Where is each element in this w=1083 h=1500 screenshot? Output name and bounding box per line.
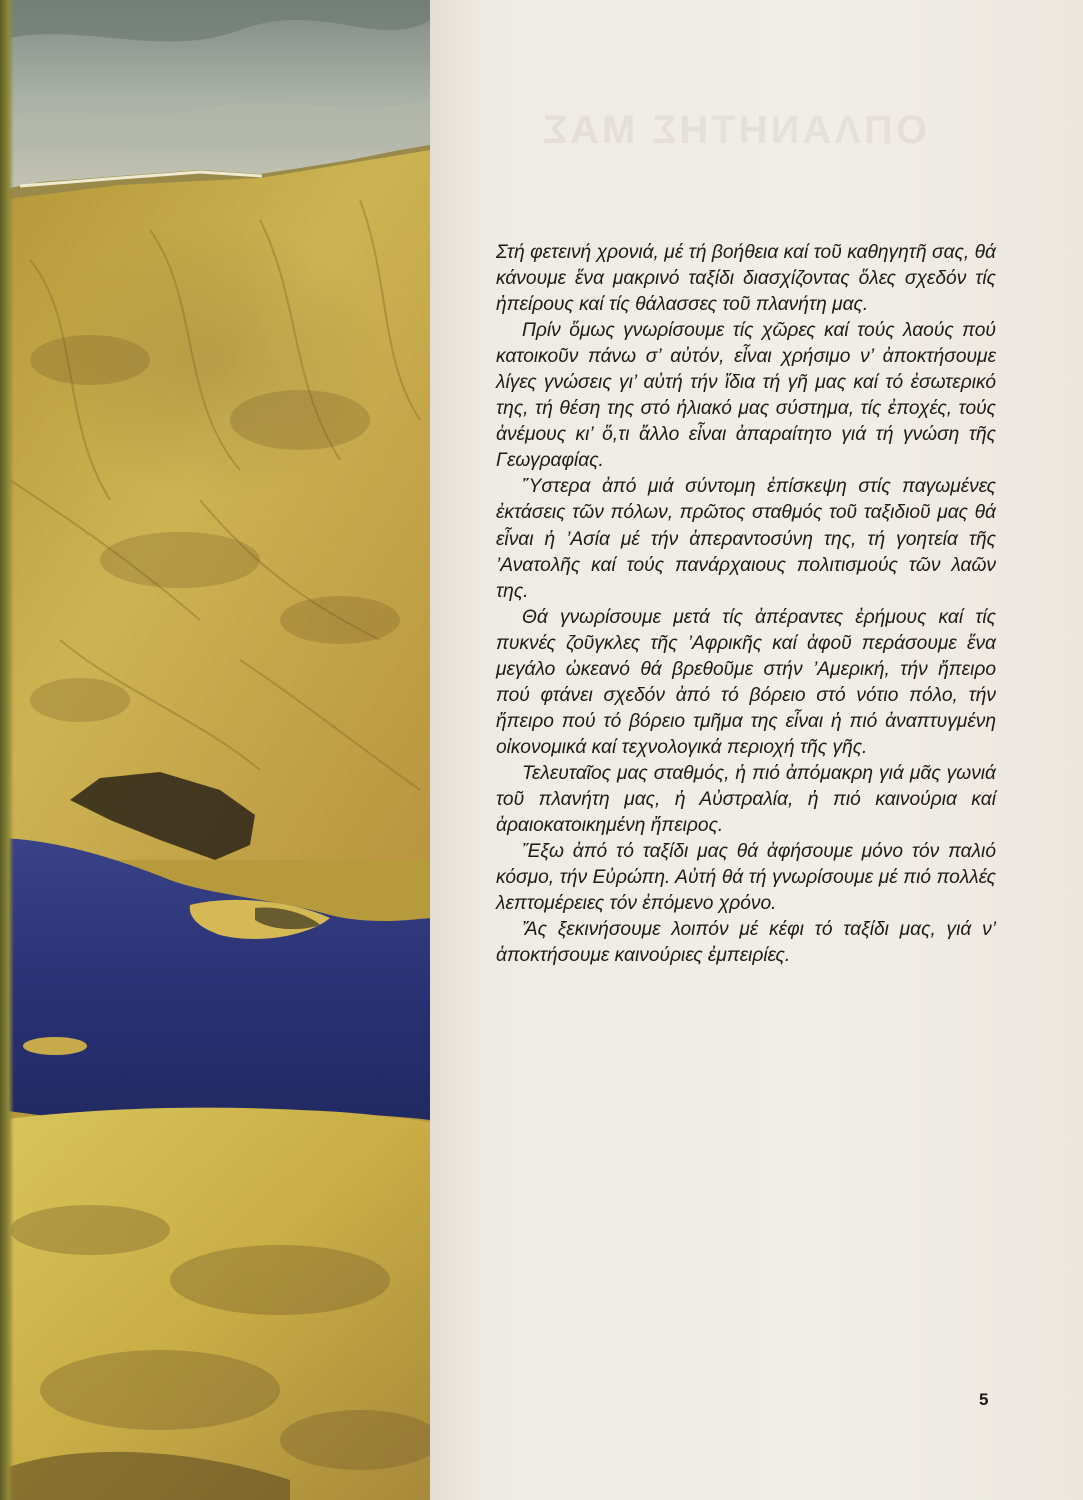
paragraph: Ὕστερα ἀπό μιά σύντομη ἐπίσκεψη στίς παγωμένες ἐκτάσεις τῶν πόλων, πρῶτος σταθμός τοῦ ταξιδιοῦ μας θά εἶναι ἡ ’Ασία μέ τήν ἀπεραντοσύνη της, τή γοητεία τῆς ’Ανατολῆς καί τούς πανάρχαιους πολιτισμούς τῶν λαῶν της. xyxy=(496,476,996,602)
page-number: 5 xyxy=(979,1390,989,1409)
paragraph: Ἄς ξεκινήσουμε λοιπόν μέ κέφι τό ταξίδι μας, γιά ν’ ἀποκτήσουμε καινούριες ἐμπειρίες. xyxy=(496,919,996,967)
paragraph: Πρίν ὅμως γνωρίσουμε τίς χῶρες καί τούς λαούς πού κατοικοῦν πάνω σ’ αὐτόν, εἶναι χρήσιμο ν’ ἀποκτήσουμε λίγες γνώσεις γι’ αὐτή τήν ἴδια τή γῆ μας καί τό ἐσωτερικό της, τή θέση της στό ἡλιακό μας σύστημα, τίς ἐποχές, τούς ἀνέμους κι’ ὅ,τι ἄλλο εἶναι ἀπαραίτητο γιά τή γνώση τῆς Γεωγραφίας. xyxy=(496,320,996,472)
paragraph: Τελευταῖος μας σταθμός, ἡ πιό ἀπόμακρη γιά μᾶς γωνιά τοῦ πλανήτη μας, ἡ Αὐστραλία, ἡ πιό καινούρια καί ἀραιοκατοικημένη ἤπειρος. xyxy=(496,762,996,837)
show-through-heading: ΟΠΛΑΝΗΤΗΣ ΜΑΣ xyxy=(540,108,927,152)
landscape-illustration xyxy=(0,0,430,1500)
landscape-photo xyxy=(0,0,430,1500)
book-binding-edge xyxy=(0,0,14,1500)
introduction-text xyxy=(496,240,996,969)
paragraph: Στή φετεινή χρονιά, μέ τή βοήθεια καί τοῦ καθηγητῆ σας, θά κάνουμε ἕνα μακρινό ταξίδι διασχίζοντας ὅλες σχεδόν τίς ἠπείρους καί τίς θάλασσες τοῦ πλανήτη μας. xyxy=(496,242,996,316)
text-page xyxy=(430,0,1083,1500)
paragraph: Θά γνωρίσουμε μετά τίς ἀπέραντες ἐρήμους καί τίς πυκνές ζοῦγκλες τῆς ’Αφρικῆς καί ἀφοῦ περάσουμε ἕνα μεγάλο ὠκεανό θά βρεθοῦμε στήν ’Αμερική, τήν ἤπειρο πού φτάνει σχεδόν ἀπό τό βόρειο στό νότιο πόλο, τήν ἤπειρο πού τό βόρειο τμῆμα της εἶναι ἡ πιό ἀναπτυγμένη οἰκονομικά καί τεχνολογικά περιοχή τῆς γῆς. xyxy=(496,606,996,758)
paragraph: Ἔξω ἀπό τό ταξίδι μας θά ἀφήσουμε μόνο τόν παλιό κόσμο, τήν Εὐρώπη. Αὐτή θά τή γνωρίσουμε μέ πιό πολλές λεπτομέρειες τόν ἐπόμενο χρόνο. xyxy=(496,841,996,915)
